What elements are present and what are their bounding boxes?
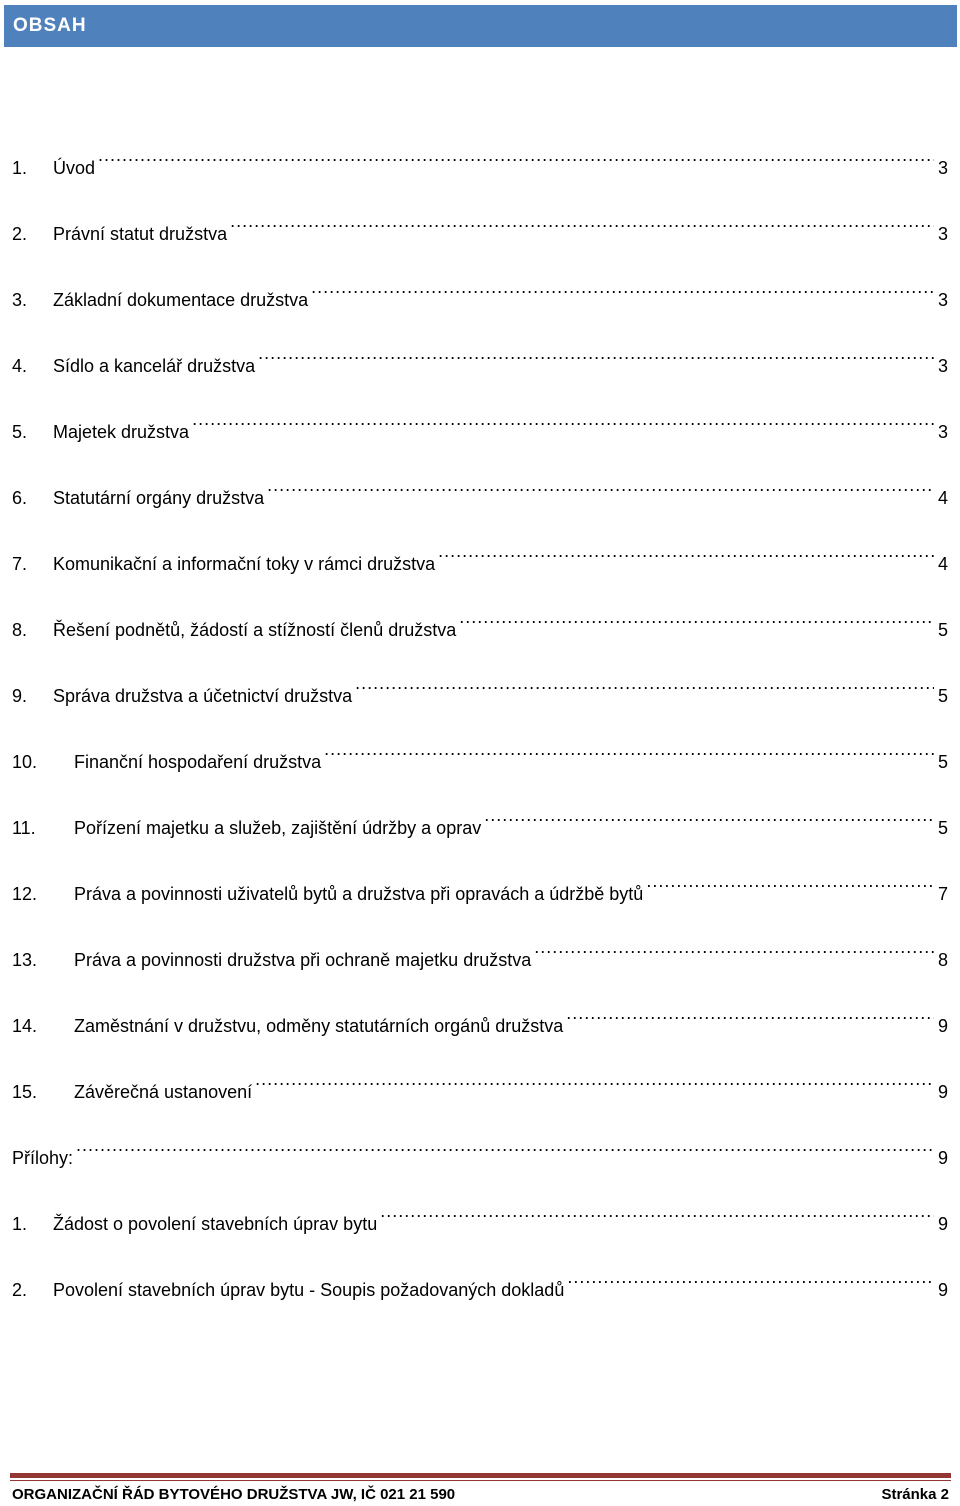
toc-entry-2[interactable] — [12, 198, 948, 264]
toc-leader-dots — [566, 990, 934, 1032]
toc-entry-12[interactable] — [12, 858, 948, 924]
toc-entry-appendices[interactable] — [12, 1122, 948, 1188]
toc-leader-dots — [258, 330, 934, 372]
footer-divider — [10, 1473, 951, 1481]
toc-entry-number: 14. — [12, 1016, 38, 1036]
toc-entry-14[interactable] — [12, 990, 948, 1056]
toc-entry-page: 4 — [937, 554, 948, 574]
toc-entry-number: 1. — [12, 158, 28, 178]
toc-entry-title: Majetek družstva — [53, 422, 190, 442]
toc-leader-dots — [484, 792, 934, 834]
toc-entry-title: Řešení podnětů, žádostí a stížností členů družstva — [53, 620, 457, 640]
toc-entry-title: Základní dokumentace družstva — [53, 290, 309, 310]
toc-entry-5[interactable] — [12, 396, 948, 462]
toc-leader-dots — [267, 462, 934, 504]
toc-entry-page: 9 — [937, 1148, 948, 1168]
toc-entry-number: 3. — [12, 290, 28, 310]
toc-entry-title: Finanční hospodaření družstva — [74, 752, 322, 772]
toc-entry-page: 5 — [937, 620, 948, 640]
footer-line-thick — [10, 1473, 951, 1478]
header-bar — [4, 5, 957, 47]
toc-entry-page: 3 — [937, 422, 948, 442]
toc-entry-page: 9 — [937, 1214, 948, 1234]
toc-leader-dots — [438, 528, 934, 570]
toc-entry-title: Práva a povinnosti družstva při ochraně majetku družstva — [74, 950, 532, 970]
toc-leader-dots — [76, 1122, 934, 1164]
toc-leader-dots — [534, 924, 934, 966]
toc-entry-8[interactable] — [12, 594, 948, 660]
toc-entry-3[interactable] — [12, 264, 948, 330]
toc-leader-dots — [380, 1188, 934, 1230]
toc-entry-appendix-2[interactable] — [12, 1254, 948, 1320]
toc-entry-page: 8 — [937, 950, 948, 970]
toc-entry-number: 9. — [12, 686, 28, 706]
toc-entry-page: 9 — [937, 1016, 948, 1036]
toc-entry-page: 9 — [937, 1082, 948, 1102]
toc-entry-number: 7. — [12, 554, 28, 574]
toc-entry-title: Přílohy: — [12, 1148, 74, 1168]
toc-leader-dots — [646, 858, 934, 900]
toc-entry-title: Sídlo a kancelář družstva — [53, 356, 256, 376]
toc-entry-1[interactable] — [12, 132, 948, 198]
footer-line-thin — [10, 1480, 951, 1481]
toc-entry-number: 5. — [12, 422, 28, 442]
toc-entry-title: Závěrečná ustanovení — [74, 1082, 253, 1102]
toc-entry-title: Správa družstva a účetnictví družstva — [53, 686, 353, 706]
footer-document-title: ORGANIZAČNÍ ŘÁD BYTOVÉHO DRUŽSTVA JW, IČ 021 21 590 — [12, 1486, 456, 1503]
toc-entry-11[interactable] — [12, 792, 948, 858]
toc-entry-number: 8. — [12, 620, 28, 640]
toc-entry-number: 1. — [12, 1214, 28, 1234]
toc-entry-number: 15. — [12, 1082, 38, 1102]
toc-leader-dots — [255, 1056, 934, 1098]
toc-entry-page: 3 — [937, 356, 948, 376]
toc-leader-dots — [311, 264, 934, 306]
page-title: OBSAH — [13, 15, 87, 36]
toc-entry-page: 3 — [937, 290, 948, 310]
toc-entry-6[interactable] — [12, 462, 948, 528]
toc-entry-page: 3 — [937, 224, 948, 244]
toc-entry-page: 5 — [937, 686, 948, 706]
toc-leader-dots — [230, 198, 934, 240]
toc-entry-number: 4. — [12, 356, 28, 376]
toc-entry-10[interactable] — [12, 726, 948, 792]
toc-leader-dots — [192, 396, 934, 438]
toc-entry-page: 4 — [937, 488, 948, 508]
toc-entry-title: Práva a povinnosti uživatelů bytů a družstva při opravách a údržbě bytů — [74, 884, 644, 904]
toc-entry-number: 10. — [12, 752, 38, 772]
toc-entry-number: 12. — [12, 884, 38, 904]
toc-entry-13[interactable] — [12, 924, 948, 990]
toc-entry-page: 7 — [937, 884, 948, 904]
toc-entry-title: Zaměstnání v družstvu, odměny statutárních orgánů družstva — [74, 1016, 564, 1036]
toc-entry-page: 5 — [937, 818, 948, 838]
table-of-contents — [12, 132, 948, 1320]
page-footer — [12, 1486, 949, 1503]
toc-entry-title: Pořízení majetku a služeb, zajištění údržby a oprav — [74, 818, 482, 838]
toc-entry-number: 11. — [12, 818, 36, 838]
toc-entry-title: Povolení stavebních úprav bytu - Soupis požadovaných dokladů — [53, 1280, 565, 1300]
toc-entry-9[interactable] — [12, 660, 948, 726]
toc-leader-dots — [324, 726, 934, 768]
toc-entry-number: 2. — [12, 224, 28, 244]
toc-entry-title: Žádost o povolení stavebních úprav bytu — [53, 1214, 378, 1234]
footer-page-number: Stránka 2 — [881, 1486, 949, 1503]
toc-entry-appendix-1[interactable] — [12, 1188, 948, 1254]
toc-entry-page: 3 — [937, 158, 948, 178]
toc-leader-dots — [459, 594, 934, 636]
toc-entry-number: 2. — [12, 1280, 28, 1300]
toc-entry-title: Komunikační a informační toky v rámci družstva — [53, 554, 436, 574]
toc-entry-title: Úvod — [53, 158, 96, 178]
toc-entry-title: Právní statut družstva — [53, 224, 228, 244]
toc-entry-4[interactable] — [12, 330, 948, 396]
toc-leader-dots — [98, 132, 934, 174]
toc-entry-page: 9 — [937, 1280, 948, 1300]
toc-entry-7[interactable] — [12, 528, 948, 594]
toc-leader-dots — [567, 1254, 934, 1296]
toc-entry-number: 6. — [12, 488, 28, 508]
toc-entry-number: 13. — [12, 950, 38, 970]
toc-entry-15[interactable] — [12, 1056, 948, 1122]
toc-entry-title: Statutární orgány družstva — [53, 488, 265, 508]
toc-leader-dots — [355, 660, 934, 702]
toc-entry-page: 5 — [937, 752, 948, 772]
